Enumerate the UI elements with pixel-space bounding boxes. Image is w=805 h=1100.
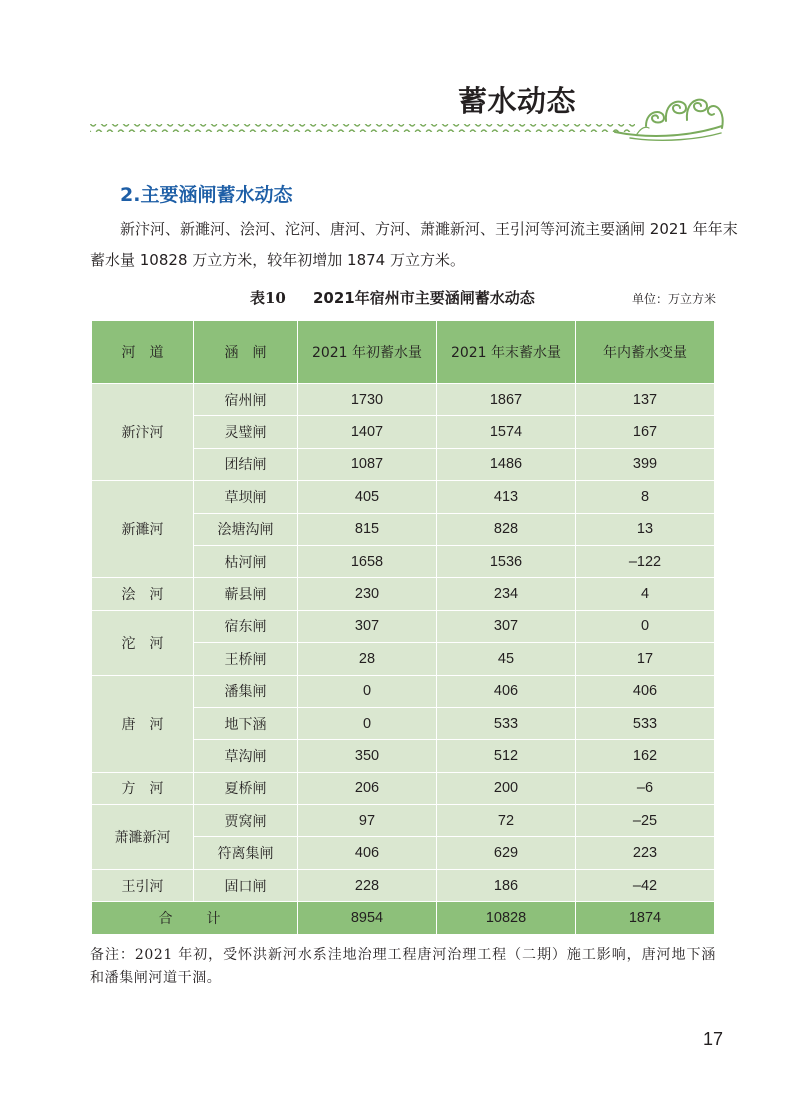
- gate-cell: 灵璧闸: [194, 416, 298, 448]
- end-storage-cell: 1867: [437, 384, 576, 416]
- storage-change-cell: 399: [576, 448, 715, 480]
- col-header-gate: 涵 闸: [194, 321, 298, 384]
- table-unit: 单位：万立方米: [632, 292, 717, 306]
- storage-change-cell: 162: [576, 740, 715, 772]
- river-cell: 唐 河: [92, 675, 194, 772]
- river-cell: 方 河: [92, 772, 194, 804]
- table-total-row: [92, 902, 715, 934]
- wave-divider: [90, 124, 635, 132]
- start-storage-cell: 228: [298, 869, 437, 901]
- end-storage-cell: 45: [437, 643, 576, 675]
- table-row: [92, 578, 715, 610]
- river-cell: 萧濉新河: [92, 805, 194, 870]
- table-row: [92, 805, 715, 837]
- start-storage-cell: 1658: [298, 545, 437, 577]
- start-storage-cell: 405: [298, 481, 437, 513]
- storage-change-cell: –6: [576, 772, 715, 804]
- start-storage-cell: 1730: [298, 384, 437, 416]
- storage-change-cell: –122: [576, 545, 715, 577]
- gate-cell: 宿州闸: [194, 384, 298, 416]
- total-storage-change: 1874: [576, 902, 715, 934]
- gate-cell: 枯河闸: [194, 545, 298, 577]
- end-storage-cell: 307: [437, 610, 576, 642]
- river-cell: 新汴河: [92, 384, 194, 481]
- table-row: [92, 384, 715, 416]
- gate-cell: 草坝闸: [194, 481, 298, 513]
- storage-change-cell: 17: [576, 643, 715, 675]
- total-start-storage: 8954: [298, 902, 437, 934]
- storage-change-cell: 406: [576, 675, 715, 707]
- end-storage-cell: 413: [437, 481, 576, 513]
- paragraph-line: 新汴河、新濉河、浍河、沱河、唐河、方河、萧濉新河、王引河等河流主要涵闸 2021 年年末: [120, 220, 738, 238]
- storage-change-cell: 167: [576, 416, 715, 448]
- river-cell: 沱 河: [92, 610, 194, 675]
- end-storage-cell: 72: [437, 805, 576, 837]
- start-storage-cell: 28: [298, 643, 437, 675]
- gate-cell: 浍塘沟闸: [194, 513, 298, 545]
- start-storage-cell: 815: [298, 513, 437, 545]
- total-end-storage: 10828: [437, 902, 576, 934]
- storage-change-cell: 4: [576, 578, 715, 610]
- total-label: 合 计: [92, 902, 298, 934]
- storage-change-cell: 137: [576, 384, 715, 416]
- start-storage-cell: 307: [298, 610, 437, 642]
- storage-table: [91, 320, 715, 935]
- start-storage-cell: 97: [298, 805, 437, 837]
- page-title: 蓄水动态: [458, 84, 577, 118]
- table-header-row: [92, 321, 715, 384]
- end-storage-cell: 828: [437, 513, 576, 545]
- start-storage-cell: 0: [298, 707, 437, 739]
- wave-swirl-icon: [615, 100, 723, 141]
- river-cell: 新濉河: [92, 481, 194, 578]
- gate-cell: 蕲县闸: [194, 578, 298, 610]
- table-row: [92, 481, 715, 513]
- table-label: 表10: [250, 289, 286, 307]
- col-header-river: 河 道: [92, 321, 194, 384]
- storage-change-cell: 0: [576, 610, 715, 642]
- start-storage-cell: 0: [298, 675, 437, 707]
- end-storage-cell: 533: [437, 707, 576, 739]
- gate-cell: 草沟闸: [194, 740, 298, 772]
- section-heading: 2.主要涵闸蓄水动态: [120, 184, 293, 206]
- start-storage-cell: 230: [298, 578, 437, 610]
- end-storage-cell: 629: [437, 837, 576, 869]
- storage-change-cell: –25: [576, 805, 715, 837]
- start-storage-cell: 206: [298, 772, 437, 804]
- river-cell: 浍 河: [92, 578, 194, 610]
- storage-change-cell: 223: [576, 837, 715, 869]
- storage-change-cell: 533: [576, 707, 715, 739]
- table-row: [92, 869, 715, 901]
- start-storage-cell: 350: [298, 740, 437, 772]
- wave-ornament: [85, 88, 730, 148]
- gate-cell: 潘集闸: [194, 675, 298, 707]
- table-row: [92, 772, 715, 804]
- storage-change-cell: –42: [576, 869, 715, 901]
- gate-cell: 宿东闸: [194, 610, 298, 642]
- table-row: [92, 675, 715, 707]
- start-storage-cell: 1407: [298, 416, 437, 448]
- table-note: 备注：2021 年初，受怀洪新河水系洼地治理工程唐河治理工程（二期）施工影响，唐河地下涵和潘集闸河道干涸。: [90, 947, 716, 986]
- end-storage-cell: 406: [437, 675, 576, 707]
- end-storage-cell: 234: [437, 578, 576, 610]
- start-storage-cell: 406: [298, 837, 437, 869]
- page-number: 17: [703, 1029, 724, 1049]
- river-cell: 王引河: [92, 869, 194, 901]
- paragraph-line: 蓄水量 10828 万立方米，较年初增加 1874 万立方米。: [90, 251, 465, 269]
- col-header-end-storage: 2021 年末蓄水量: [437, 321, 576, 384]
- end-storage-cell: 1574: [437, 416, 576, 448]
- storage-change-cell: 13: [576, 513, 715, 545]
- end-storage-cell: 186: [437, 869, 576, 901]
- gate-cell: 夏桥闸: [194, 772, 298, 804]
- gate-cell: 王桥闸: [194, 643, 298, 675]
- storage-change-cell: 8: [576, 481, 715, 513]
- gate-cell: 固口闸: [194, 869, 298, 901]
- table-title: 2021年宿州市主要涵闸蓄水动态: [313, 289, 535, 307]
- gate-cell: 贾窝闸: [194, 805, 298, 837]
- gate-cell: 符离集闸: [194, 837, 298, 869]
- col-header-storage-change: 年内蓄水变量: [576, 321, 715, 384]
- end-storage-cell: 200: [437, 772, 576, 804]
- col-header-start-storage: 2021 年初蓄水量: [298, 321, 437, 384]
- end-storage-cell: 512: [437, 740, 576, 772]
- end-storage-cell: 1486: [437, 448, 576, 480]
- end-storage-cell: 1536: [437, 545, 576, 577]
- table-row: [92, 610, 715, 642]
- gate-cell: 团结闸: [194, 448, 298, 480]
- gate-cell: 地下涵: [194, 707, 298, 739]
- start-storage-cell: 1087: [298, 448, 437, 480]
